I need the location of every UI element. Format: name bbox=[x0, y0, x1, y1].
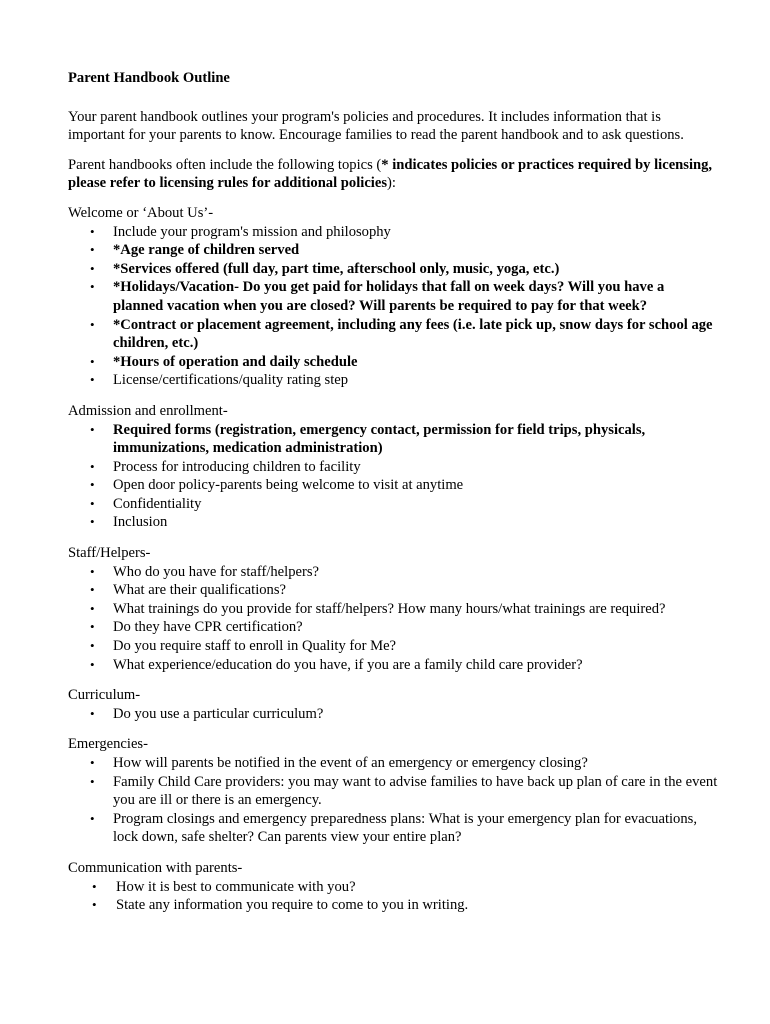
list-item-text: Do you require staff to enroll in Quality for Me? bbox=[113, 638, 397, 655]
bullet-icon: • bbox=[90, 600, 95, 616]
document-page bbox=[68, 69, 718, 927]
bullet-icon: • bbox=[90, 619, 95, 635]
bullet-icon: • bbox=[90, 563, 95, 579]
section-emergencies bbox=[68, 735, 718, 847]
section-curriculum bbox=[68, 686, 718, 723]
section-welcome-or-about-us bbox=[68, 204, 718, 390]
bullet-icon: • bbox=[90, 582, 95, 598]
list-item-text: *Hours of operation and daily schedule bbox=[113, 353, 358, 370]
bullet-icon: • bbox=[90, 372, 95, 388]
bullet-icon: • bbox=[90, 514, 95, 530]
bullet-icon: • bbox=[90, 638, 95, 654]
intro-paragraph: Your parent handbook outlines your program's policies and procedures. It includes information that is important for your parents to know. Encourage families to read the parent handbook and to ask questions. bbox=[68, 108, 684, 144]
list-item bbox=[68, 563, 718, 582]
list-item-text: Process for introducing children to facility bbox=[113, 458, 361, 475]
list-item bbox=[68, 495, 718, 514]
bullet-icon: • bbox=[90, 705, 95, 721]
section-heading: Communication with parents- bbox=[68, 859, 243, 876]
bullet-icon: • bbox=[90, 773, 95, 789]
list-item bbox=[68, 353, 718, 372]
bullet-icon: • bbox=[90, 260, 95, 276]
section-heading: Emergencies- bbox=[68, 736, 148, 753]
section-heading: Welcome or ‘About Us’- bbox=[68, 204, 214, 221]
list-item-text: Do they have CPR certification? bbox=[113, 619, 303, 636]
bullet-icon: • bbox=[92, 897, 97, 913]
list-item-text: Inclusion bbox=[113, 514, 168, 531]
bullet-icon: • bbox=[90, 810, 95, 826]
document-title: Parent Handbook Outline bbox=[68, 70, 230, 86]
topics-intro-tail: ): bbox=[387, 175, 396, 192]
list-item bbox=[68, 878, 718, 897]
section-staff-helpers bbox=[68, 544, 718, 674]
list-item bbox=[68, 705, 718, 724]
section-communication-with-parents bbox=[68, 859, 718, 915]
bullet-icon: • bbox=[90, 755, 95, 770]
bullet-list bbox=[68, 563, 718, 675]
bullet-icon: • bbox=[92, 878, 97, 894]
list-item bbox=[68, 896, 718, 915]
topics-intro-licensing-note: * indicates policies or practices required by licensing, please refer to licensing rules for additional policies bbox=[68, 156, 713, 192]
section-admission-and-enrollment bbox=[68, 402, 718, 532]
list-item bbox=[68, 754, 718, 773]
list-item bbox=[68, 637, 718, 656]
section-heading: Staff/Helpers- bbox=[68, 545, 151, 562]
list-item-text: Program closings and emergency preparedness plans: What is your emergency plan for evacuations, lock down, safe shelter? Can parents view your entire plan? bbox=[113, 810, 697, 846]
sections-container bbox=[68, 204, 718, 915]
list-item bbox=[68, 656, 718, 675]
list-item-text: Open door policy-parents being welcome to visit at anytime bbox=[113, 477, 464, 494]
list-item bbox=[68, 241, 718, 260]
bullet-list bbox=[68, 878, 718, 915]
list-item-text: Confidentiality bbox=[113, 495, 202, 512]
list-item bbox=[68, 581, 718, 600]
list-item-text: Do you use a particular curriculum? bbox=[113, 705, 324, 722]
bullet-icon: • bbox=[90, 316, 95, 332]
bullet-icon: • bbox=[90, 353, 95, 369]
list-item bbox=[68, 618, 718, 637]
list-item-text: Include your program's mission and philosophy bbox=[113, 223, 391, 240]
list-item-text: State any information you require to come to you in writing. bbox=[116, 897, 469, 914]
bullet-icon: • bbox=[90, 477, 95, 493]
bullet-icon: • bbox=[90, 656, 95, 672]
list-item bbox=[68, 810, 718, 847]
bullet-icon: • bbox=[90, 223, 95, 239]
bullet-icon: • bbox=[90, 279, 95, 295]
list-item-text: What trainings do you provide for staff/helpers? How many hours/what trainings are required? bbox=[113, 600, 666, 617]
list-item-text: Required forms (registration, emergency contact, permission for field trips, physicals, immunizations, medication administration) bbox=[113, 421, 646, 457]
topics-intro-paragraph bbox=[68, 156, 718, 193]
list-item bbox=[68, 458, 718, 477]
list-item bbox=[68, 371, 718, 390]
list-item-text: How it is best to communicate with you? bbox=[116, 878, 356, 895]
list-item-text: *Age range of children served bbox=[113, 242, 300, 259]
list-item-text: *Services offered (full day, part time, afterschool only, music, yoga, etc.) bbox=[113, 260, 560, 277]
list-item bbox=[68, 513, 718, 532]
bullet-list bbox=[68, 421, 718, 533]
bullet-icon: • bbox=[90, 421, 95, 437]
topics-intro-lead: Parent handbooks often include the following topics ( bbox=[68, 156, 382, 173]
list-item bbox=[68, 223, 718, 242]
list-item-text: *Holidays/Vacation- Do you get paid for holidays that fall on week days? Will you have a planned vacation when you are closed? Will parents be required to pay for that week? bbox=[113, 279, 665, 314]
section-heading: Curriculum- bbox=[68, 687, 141, 704]
list-item bbox=[68, 476, 718, 495]
bullet-list bbox=[68, 705, 718, 724]
list-item-text: *Contract or placement agreement, including any fees (i.e. late pick up, snow days for school age children, etc.) bbox=[113, 316, 713, 352]
list-item bbox=[68, 773, 718, 810]
list-item-text: How will parents be notified in the event of an emergency or emergency closing? bbox=[113, 755, 588, 771]
bullet-icon: • bbox=[90, 458, 95, 474]
bullet-list bbox=[68, 754, 718, 847]
section-heading: Admission and enrollment- bbox=[68, 402, 228, 419]
list-item bbox=[68, 600, 718, 619]
list-item bbox=[68, 316, 718, 353]
bullet-list bbox=[68, 223, 718, 390]
list-item bbox=[68, 421, 718, 458]
list-item-text: Who do you have for staff/helpers? bbox=[113, 563, 320, 580]
list-item bbox=[68, 260, 718, 279]
bullet-icon: • bbox=[90, 495, 95, 511]
list-item-text: License/certifications/quality rating step bbox=[113, 372, 349, 389]
list-item-text: What are their qualifications? bbox=[113, 582, 287, 599]
list-item-text: Family Child Care providers: you may want to advise families to have back up plan of care in the event you are ill or there is an emergency. bbox=[113, 773, 718, 809]
list-item-text: What experience/education do you have, if you are a family child care provider? bbox=[113, 656, 583, 673]
bullet-icon: • bbox=[90, 242, 95, 258]
list-item bbox=[68, 278, 718, 315]
